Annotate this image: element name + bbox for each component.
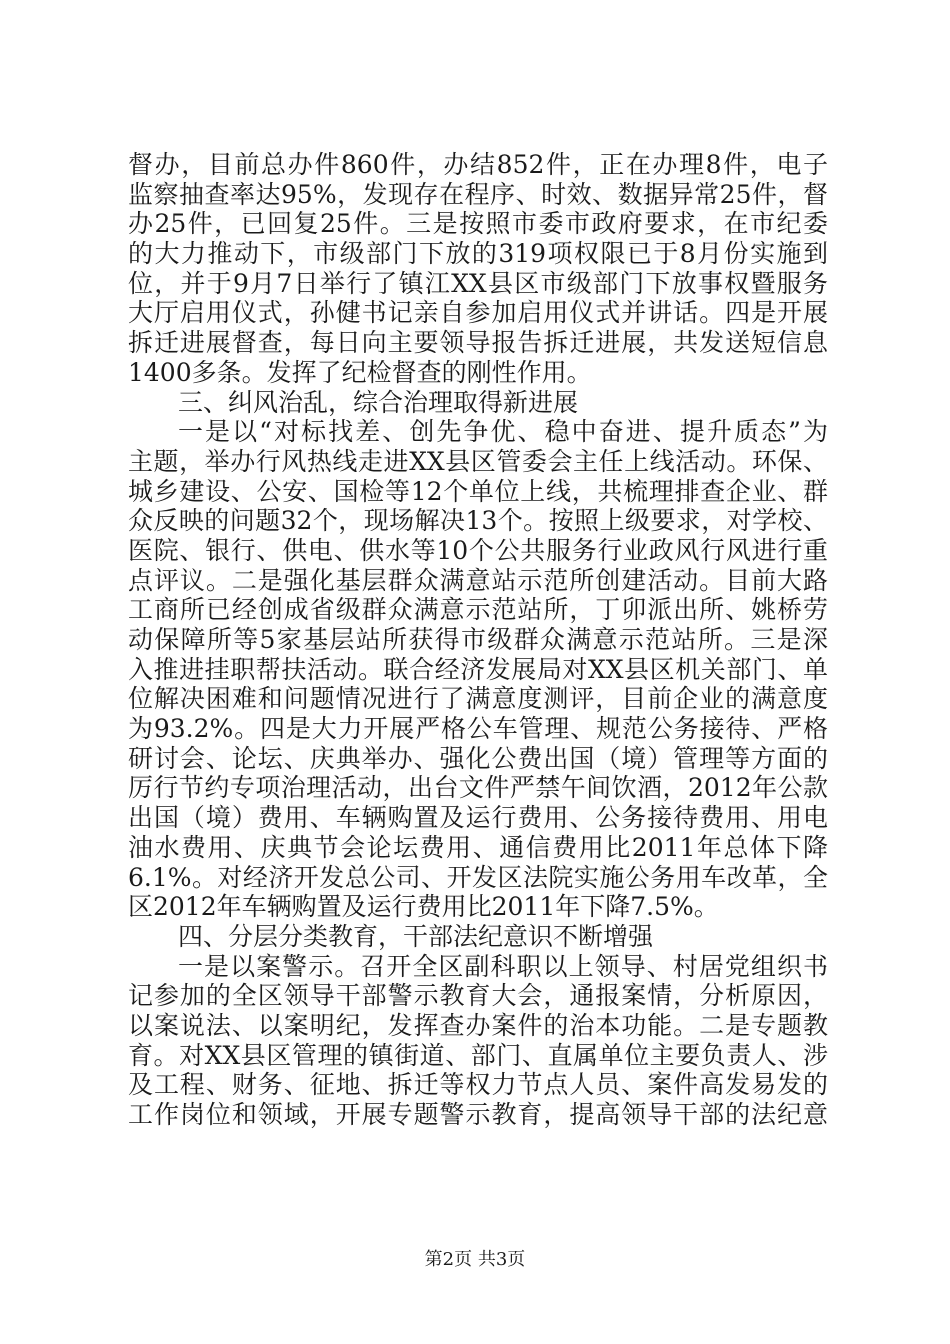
page-number: 第2页 共3页 (424, 1249, 526, 1270)
text-line: 6.1%。对经济开发总公司、开发区法院实施公务用车改革，全 (128, 862, 828, 892)
text-line: 位，并于9月7日举行了镇江XX县区市级部门下放事权暨服务 (128, 268, 828, 298)
text-line: 督办，目前总办件860件，办结852件，正在办理8件，电子 (128, 150, 828, 179)
text-line: 点评议。二是强化基层群众满意站示范所创建活动。目前大路 (128, 565, 828, 595)
text-line: 主题，举办行风热线走进XX县区管委会主任上线活动。环保、 (128, 446, 828, 476)
text-line: 众反映的问题32个，现场解决13个。按照上级要求，对学校、 (128, 506, 828, 536)
text-line: 大厅启用仪式，孙健书记亲自参加启用仪式并讲话。四是开展 (128, 298, 828, 328)
text-line: 的大力推动下，市级部门下放的319项权限已于8月份实施到 (128, 239, 828, 269)
text-line: 油水费用、庆典节会论坛费用、通信费用比2011年总体下降 (128, 832, 828, 862)
text-line: 医院、银行、供电、供水等10个公共服务行业政风行风进行重 (128, 535, 828, 565)
text-line: 一是以“对标找差、创先争优、稳中奋进、提升质态”为 (178, 417, 828, 447)
text-line: 工商所已经创成省级群众满意示范站所，丁卯派出所、姚桥劳 (128, 595, 828, 625)
text-line: 一是以案警示。召开全区副科职以上领导、村居党组织书 (178, 951, 828, 981)
text-line: 及工程、财务、征地、拆迁等权力节点人员、案件高发易发的 (128, 1070, 828, 1100)
text-line: 厉行节约专项治理活动，出台文件严禁午间饮酒，2012年公款 (128, 773, 828, 803)
text-line: 监察抽查率达95%，发现存在程序、时效、数据异常25件，督 (128, 179, 828, 209)
section-heading: 三、纠风治乱，综合治理取得新进展 (178, 387, 579, 417)
text-line: 1400多条。发挥了纪检督查的刚性作用。 (128, 357, 592, 387)
text-line: 动保障所等5家基层站所获得市级群众满意示范站所。三是深 (128, 625, 828, 654)
text-line: 育。对XX县区管理的镇街道、部门、直属单位主要负责人、涉 (128, 1040, 828, 1070)
text-line: 出国（境）费用、车辆购置及运行费用、公务接待费用、用电 (128, 803, 828, 833)
text-line: 工作岗位和领域，开展专题警示教育，提高领导干部的法纪意 (128, 1100, 828, 1129)
text-line: 拆迁进展督查，每日向主要领导报告拆迁进展，共发送短信息 (128, 328, 828, 358)
text-line: 区2012年车辆购置及运行费用比2011年下降7.5%。 (128, 892, 719, 922)
text-line: 研讨会、论坛、庆典举办、强化公费出国（境）管理等方面的 (128, 743, 828, 773)
section-heading: 四、分层分类教育，干部法纪意识不断增强 (178, 921, 654, 951)
text-line: 记参加的全区领导干部警示教育大会，通报案情，分析原因， (128, 981, 828, 1011)
text-line: 以案说法、以案明纪，发挥查办案件的治本功能。二是专题教 (128, 1010, 828, 1040)
text-line: 位解决困难和问题情况进行了满意度测评，目前企业的满意度 (128, 684, 828, 714)
text-line: 为93.2%。四是大力开展严格公车管理、规范公务接待、严格 (128, 714, 828, 744)
document-body (128, 150, 828, 1130)
text-line: 办25件，已回复25件。三是按照市委市政府要求，在市纪委 (128, 209, 828, 239)
text-line: 城乡建设、公安、国检等12个单位上线，共梳理排查企业、群 (128, 476, 828, 506)
text-line: 入推进挂职帮扶活动。联合经济发展局对XX县区机关部门、单 (128, 654, 828, 684)
